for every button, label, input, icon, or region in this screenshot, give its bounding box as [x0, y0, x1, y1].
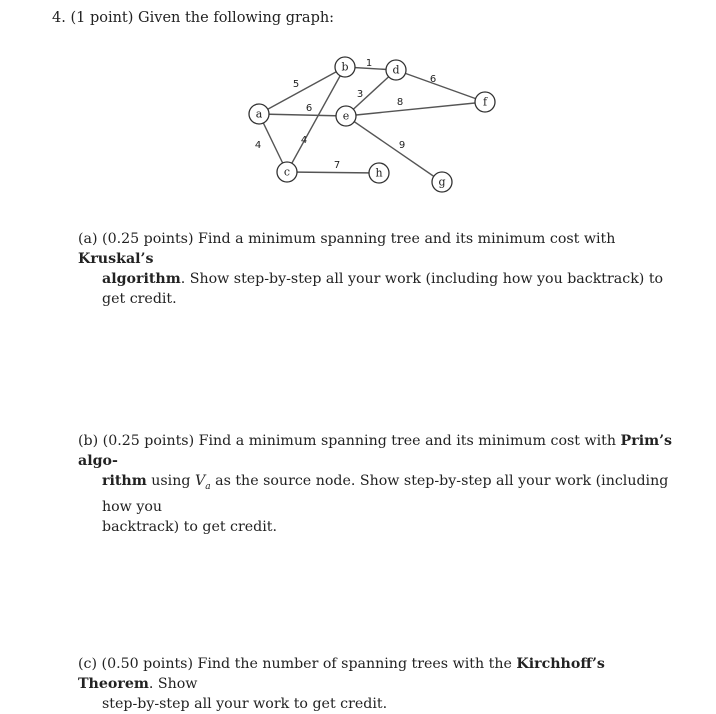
question-points: (1 point) [70, 10, 134, 26]
node-label-c: c [283, 165, 291, 179]
part-b-bold1: Prim’s algo- [78, 433, 673, 469]
part-c-bold1: Kirchhoff’s Theorem [78, 656, 605, 692]
edge-weight-d-f: 6 [429, 74, 437, 85]
node-c [277, 162, 297, 182]
part-a-text1: Find a minimum spanning tree and its minimum cost with [198, 231, 616, 247]
part-a-text2: . Show step-by-step all your work (including how you backtrack) to get credit. [102, 271, 664, 307]
node-label-f: f [482, 95, 488, 109]
node-g [432, 172, 452, 192]
edge-weight-a-e: 6 [305, 103, 313, 114]
part-b-var-sub: a [205, 481, 211, 492]
edge-d-f [396, 70, 485, 102]
node-label-a: a [255, 107, 263, 121]
node-d [386, 60, 406, 80]
edge-c-h [287, 172, 379, 173]
node-a [249, 104, 269, 124]
edge-e-f [346, 102, 485, 116]
part-c-text1: Find the number of spanning trees with the [197, 656, 512, 672]
node-label-b: b [341, 60, 349, 74]
part-b-text3: as the source node. Show step-by-step all your work (including how you [102, 473, 669, 515]
part-a-label: (a) [78, 231, 98, 247]
node-h [369, 163, 389, 183]
part-b [78, 431, 678, 537]
question-number: 4. [52, 10, 66, 26]
edge-weight-e-f: 8 [396, 97, 404, 108]
graph-nodes [249, 57, 495, 192]
edge-weight-e-d: 3 [356, 89, 364, 100]
node-f [475, 92, 495, 112]
part-a-bold2: algorithm [102, 271, 181, 287]
part-a [78, 229, 678, 309]
node-label-g: g [438, 175, 446, 189]
part-c-text3: step-by-step all your work to get credit. [102, 696, 388, 712]
node-b [335, 57, 355, 77]
part-c-label: (c) [78, 656, 98, 672]
part-b-text4: backtrack) to get credit. [102, 518, 278, 535]
edge-weight-a-c: 4 [254, 140, 262, 151]
node-label-e: e [342, 109, 350, 123]
edge-a-e [259, 114, 346, 116]
part-b-var: $V_a$ [194, 473, 211, 492]
part-a-points: (0.25 points) [102, 231, 194, 247]
part-b-points: (0.25 points) [102, 433, 195, 449]
graph-figure [0, 0, 716, 220]
part-c-points: (0.50 points) [101, 656, 193, 672]
node-label-h: h [375, 166, 383, 180]
part-b-bold2: rithm [102, 473, 147, 489]
part-b-text1: Find a minimum spanning tree and its minimum cost with [198, 433, 617, 449]
part-c [78, 654, 678, 714]
edge-weight-b-c: 4 [300, 135, 308, 146]
node-e [336, 106, 356, 126]
part-a-bold1: Kruskal’s [78, 251, 154, 267]
edge-weight-b-d: 1 [365, 58, 373, 69]
part-c-text2: . Show [148, 676, 198, 692]
edge-weight-c-h: 7 [333, 160, 341, 171]
edge-weight-e-g: 9 [398, 140, 406, 151]
edge-weight-a-b: 5 [292, 79, 300, 90]
node-label-d: d [392, 63, 400, 77]
part-b-label: (b) [78, 433, 99, 449]
question-prompt: Given the following graph: [138, 10, 335, 26]
part-b-text2: using [151, 473, 191, 489]
